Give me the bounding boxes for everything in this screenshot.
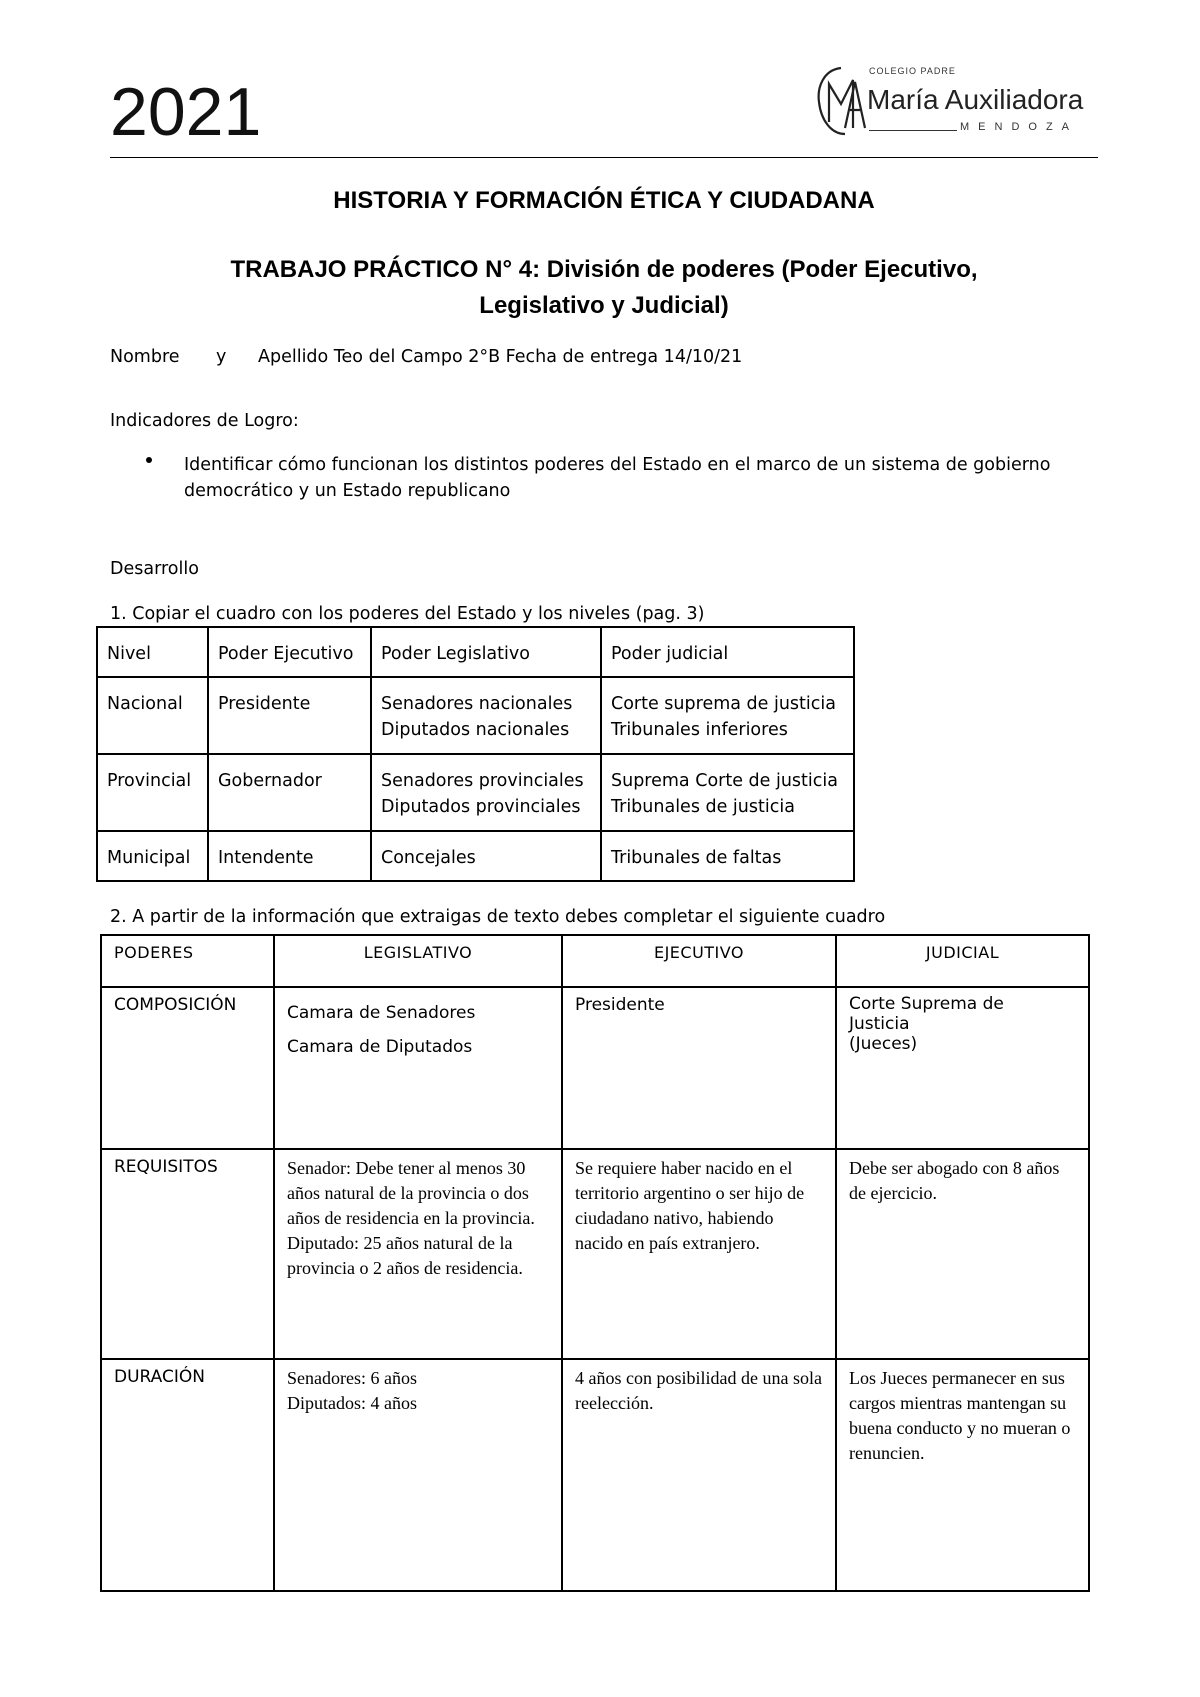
table-header-row [101,935,1089,987]
table-cell [371,754,601,831]
table-cell: Concejales [371,831,601,881]
table-cell: Los Jueces permanecer en sus cargos mientras mantengan su buena conducto y no mueran o renuncien. [836,1359,1089,1591]
tp-title-line-1: TRABAJO PRÁCTICO N° 4: División de poderes (Poder Ejecutivo, [230,256,978,283]
table-cell [601,754,854,831]
cell-line: Corte suprema de justicia [611,694,836,714]
levels-table [96,626,855,882]
cell-line: Corte Suprema de [849,994,1004,1014]
header-judicial: JUDICIAL [925,943,1000,962]
logo-arc [819,68,845,134]
table-cell: Provincial [97,754,208,831]
header-rule [110,157,1098,158]
table-header-cell: Poder Legislativo [371,627,601,677]
bullet-icon [146,457,152,463]
cell-line: Senadores nacionales [381,694,573,714]
table-row [97,677,854,754]
tp-title [110,252,1098,324]
row-label: DURACIÓN [101,1359,274,1591]
cell-line: Tribunales inferiores [611,720,788,740]
cell-line: Senadores provinciales [381,771,584,791]
header-legislativo: LEGISLATIVO [363,943,473,962]
table-row [101,987,1089,1149]
logo-name: María Auxiliadora [867,84,1084,115]
table-header-row [97,627,854,677]
table-row [101,1149,1089,1359]
table-cell: Tribunales de faltas [601,831,854,881]
cell-line: Camara de Senadores [287,1003,476,1023]
cell-line: Tribunales de justicia [611,797,795,817]
table-cell: Municipal [97,831,208,881]
table-cell [371,677,601,754]
table-header-cell: Poder judicial [601,627,854,677]
cell-line: Diputados nacionales [381,720,570,740]
logo-small-text: COLEGIO PADRE [869,66,956,76]
logo-divider [869,130,957,131]
header-poderes: PODERES [114,943,194,962]
header-ejecutivo: EJECUTIVO [653,943,745,962]
cell-line: Senadores: 6 años [287,1368,417,1388]
table-header-cell: Nivel [97,627,208,677]
table-cell: Presidente [208,677,371,754]
cell-line: Justicia [849,1014,910,1034]
question-1: 1. Copiar el cuadro con los poderes del Estado y los niveles (pag. 3) [110,604,705,624]
nombre-label: Nombre [110,347,180,367]
student-line [110,344,742,370]
tp-title-line-2: Legislativo y Judicial) [479,292,729,319]
table-cell [836,987,1089,1149]
indicator-bullet: Identificar cómo funcionan los distintos poderes del Estado en el marco de un sistema de gobierno democrático y un Estado republicano [184,455,1051,501]
cell-line: Camara de Diputados [287,1037,473,1057]
logo-city: MENDOZA [960,121,1078,133]
cell-line: Diputados: 4 años [287,1393,417,1413]
table-row [97,754,854,831]
table-header-cell [101,935,274,987]
desarrollo-heading: Desarrollo [110,559,199,579]
table-cell: Gobernador [208,754,371,831]
cell-line: (Jueces) [849,1034,918,1054]
table-cell [601,677,854,754]
row-label: REQUISITOS [101,1149,274,1359]
table-cell: Presidente [562,987,836,1149]
table-cell: Intendente [208,831,371,881]
table-header-cell [836,935,1089,987]
table-cell: Senador: Debe tener al menos 30 años natural de la provincia o dos años de residencia en la provincia. Diputado: 25 años natural de la provincia o 2 años de residencia. [274,1149,562,1359]
apellido-text: Apellido Teo del Campo 2°B Fecha de entrega 14/10/21 [258,347,743,367]
table-row [101,1359,1089,1591]
table-cell [274,987,562,1149]
subject-title: HISTORIA Y FORMACIÓN ÉTICA Y CIUDADANA [333,187,875,214]
table-cell: Nacional [97,677,208,754]
table-header-cell: Poder Ejecutivo [208,627,371,677]
y-label: y [216,347,227,367]
indicators-heading: Indicadores de Logro: [110,411,299,431]
table-header-cell [562,935,836,987]
table-cell: Se requiere haber nacido en el territorio argentino o ser hijo de ciudadano nativo, habiendo nacido en país extranjero. [562,1149,836,1359]
year-label: 2021 [110,74,262,150]
table-cell: 4 años con posibilidad de una sola reelección. [562,1359,836,1591]
table-cell [274,1359,562,1591]
cell-line: Suprema Corte de justicia [611,771,838,791]
table-header-cell [274,935,562,987]
table-row [97,831,854,881]
powers-table [100,934,1090,1592]
row-label: COMPOSICIÓN [101,987,274,1149]
question-2: 2. A partir de la información que extraigas de texto debes completar el siguiente cuadro [110,907,886,927]
cell-line: Diputados provinciales [381,797,581,817]
table-cell: Debe ser abogado con 8 años de ejercicio. [836,1149,1089,1359]
